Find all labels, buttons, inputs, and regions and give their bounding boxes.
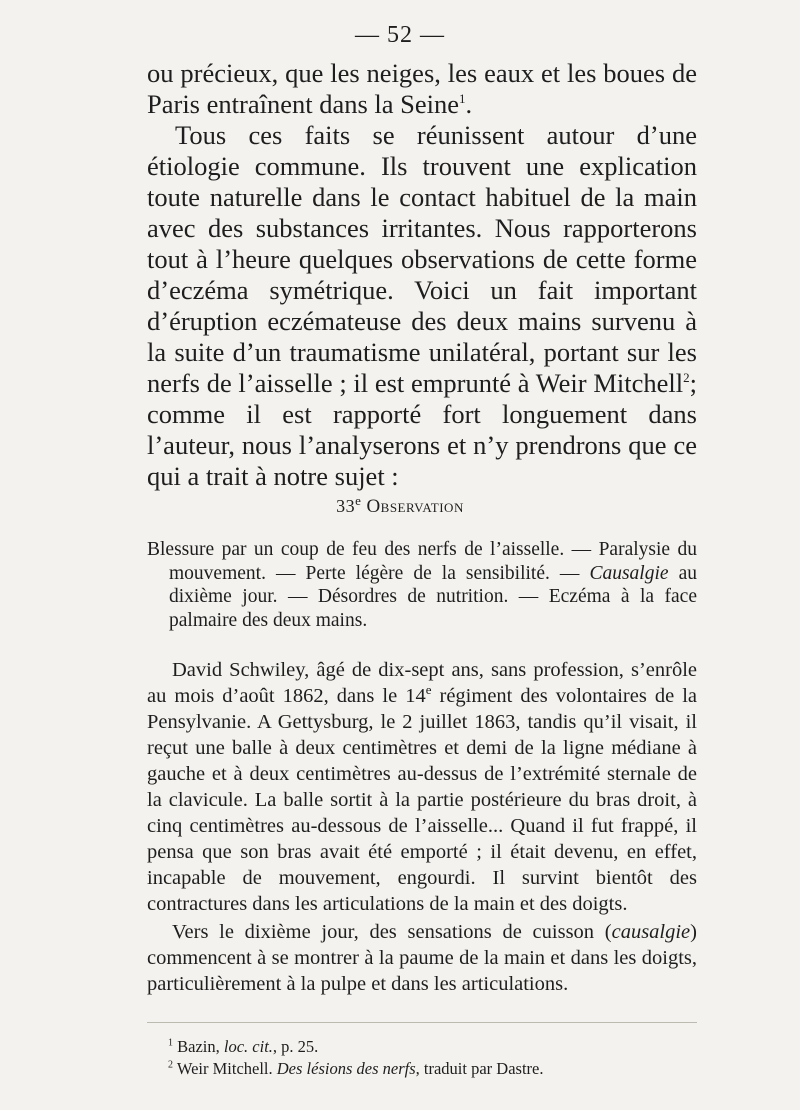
causalgie-term: causalgie: [611, 921, 691, 943]
observation-heading: [0, 493, 800, 518]
footnote-2: $^2$ Weir Mitchell. Des lésions des nerfs, traduit par Dastre.: [168, 1059, 544, 1078]
footnote-ref-1: 1: [459, 91, 466, 107]
paragraph-etiology: Tous ces faits se réunissent autour d’une étiologie commune. Ils trouvent une explication toute naturelle dans le contact habituel de la main avec des substances irritantes. Nous rapporterons tout à l’heure quelques observations de cette forme d’eczéma symétrique. Voici un fait important d’éruption eczémateuse des deux mains survenu à la suite d’un traumatisme unilatéral, portant sur les nerfs de l’aisselle ; il est emprunté à Weir Mitchell$^2$; comme il est rapporté fort longuement dans l’auteur, nous l’analyserons et n’y prendrons que ce qui a trait à notre sujet :: [147, 120, 697, 491]
observation-number: 33: [336, 496, 356, 516]
footnotes: [168, 1036, 688, 1080]
paragraph-continuation: ou précieux, que les neiges, les eaux et les boues de Paris entraînent dans la Seine$^1$.: [147, 58, 697, 119]
footnote-divider: [147, 1022, 697, 1023]
case-text: [147, 657, 697, 997]
main-text: [147, 58, 697, 492]
footnote-1: $^1$ Bazin, loc. cit., p. 25.: [168, 1037, 319, 1056]
case-paragraph-1: David Schwiley, âgé de dix-sept ans, sans profession, s’enrôle au mois d’août 1862, dans le 14e régiment des volontaires de la Pensylvanie. A Gettysburg, le 2 juillet 1863, tandis qu’il visait, il reçut une balle à deux centimètres et demi de la ligne médiane à gauche et à deux centimètres au-dessus de l’extrémité sternale de la clavicule. La balle sortit à la partie postérieure du bras droit, à cinq centimètres au-dessous de l’aisselle... Quand il fut frappé, il pensa que son bras avait été emporté ; il était devenu, en effet, incapable de mouvement, engourdi. Il survint bientôt des contractures dans les articulations de la main et des doigts.: [147, 659, 697, 915]
observation-summary: Blessure par un coup de feu des nerfs de l’aisselle. — Paralysie du mouvement. — Perte légère de la sensibilité. — Causalgie au dixième jour. — Désordres de nutrition. — Eczéma à la face palmaire des deux mains.: [147, 539, 698, 631]
observation-label: Observation: [366, 496, 464, 517]
causalgie-term: Causalgie: [589, 562, 669, 584]
observation-number-suffix: e: [355, 493, 362, 508]
page-number: — 52 —: [355, 22, 445, 48]
footnote-ref-2: 2: [683, 370, 690, 386]
case-paragraph-2: Vers le dixième jour, des sensations de cuisson (causalgie) commencent à se montrer à la paume de la main et dans les doigts, particulièrement à la pulpe et dans les articulations.: [147, 921, 697, 995]
